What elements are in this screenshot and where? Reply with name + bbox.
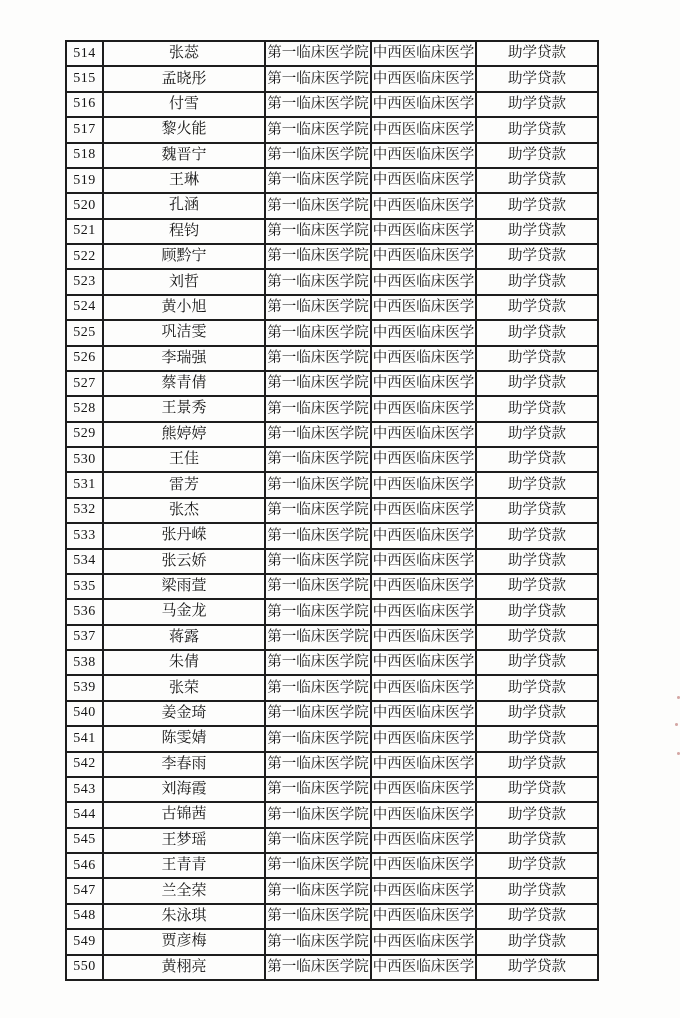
college-cell: 第一临床医学院 [265, 675, 371, 700]
college-cell: 第一临床医学院 [265, 143, 371, 168]
major-cell: 中西医临床医学 [371, 574, 476, 599]
college-cell: 第一临床医学院 [265, 66, 371, 91]
major-cell: 中西医临床医学 [371, 904, 476, 929]
student-name-cell: 付雪 [103, 92, 265, 117]
table-row [66, 878, 598, 903]
major-cell: 中西医临床医学 [371, 295, 476, 320]
table-row [66, 269, 598, 294]
table-row [66, 955, 598, 981]
student-name-cell: 朱倩 [103, 650, 265, 675]
table-row [66, 574, 598, 599]
row-number-cell: 521 [66, 219, 103, 244]
student-name-cell: 孟晓彤 [103, 66, 265, 91]
row-number-cell: 527 [66, 371, 103, 396]
table-row [66, 371, 598, 396]
student-roster-table [65, 40, 599, 981]
student-name-cell: 王景秀 [103, 396, 265, 421]
student-name-cell: 李春雨 [103, 752, 265, 777]
table-row [66, 599, 598, 624]
college-cell: 第一临床医学院 [265, 625, 371, 650]
student-name-cell: 孔涵 [103, 193, 265, 218]
funding-type-cell: 助学贷款 [476, 904, 598, 929]
college-cell: 第一临床医学院 [265, 320, 371, 345]
row-number-cell: 534 [66, 549, 103, 574]
row-number-cell: 542 [66, 752, 103, 777]
college-cell: 第一临床医学院 [265, 498, 371, 523]
student-name-cell: 巩洁雯 [103, 320, 265, 345]
funding-type-cell: 助学贷款 [476, 320, 598, 345]
major-cell: 中西医临床医学 [371, 929, 476, 954]
major-cell: 中西医临床医学 [371, 472, 476, 497]
college-cell: 第一临床医学院 [265, 574, 371, 599]
row-number-cell: 529 [66, 422, 103, 447]
college-cell: 第一临床医学院 [265, 92, 371, 117]
funding-type-cell: 助学贷款 [476, 574, 598, 599]
student-name-cell: 王琳 [103, 168, 265, 193]
college-cell: 第一临床医学院 [265, 802, 371, 827]
college-cell: 第一临床医学院 [265, 929, 371, 954]
row-number-cell: 526 [66, 346, 103, 371]
funding-type-cell: 助学贷款 [476, 447, 598, 472]
college-cell: 第一临床医学院 [265, 295, 371, 320]
table-row [66, 802, 598, 827]
college-cell: 第一临床医学院 [265, 549, 371, 574]
table-row [66, 472, 598, 497]
funding-type-cell: 助学贷款 [476, 346, 598, 371]
table-row [66, 523, 598, 548]
funding-type-cell: 助学贷款 [476, 752, 598, 777]
student-name-cell: 朱泳琪 [103, 904, 265, 929]
student-name-cell: 张云娇 [103, 549, 265, 574]
student-name-cell: 王佳 [103, 447, 265, 472]
college-cell: 第一临床医学院 [265, 168, 371, 193]
table-row [66, 828, 598, 853]
major-cell: 中西医临床医学 [371, 549, 476, 574]
student-name-cell: 程钧 [103, 219, 265, 244]
funding-type-cell: 助学贷款 [476, 92, 598, 117]
college-cell: 第一临床医学院 [265, 523, 371, 548]
college-cell: 第一临床医学院 [265, 371, 371, 396]
major-cell: 中西医临床医学 [371, 752, 476, 777]
funding-type-cell: 助学贷款 [476, 802, 598, 827]
major-cell: 中西医临床医学 [371, 853, 476, 878]
college-cell: 第一临床医学院 [265, 726, 371, 751]
major-cell: 中西医临床医学 [371, 117, 476, 142]
student-name-cell: 蒋露 [103, 625, 265, 650]
table-row [66, 549, 598, 574]
table-row [66, 675, 598, 700]
college-cell: 第一临床医学院 [265, 447, 371, 472]
row-number-cell: 525 [66, 320, 103, 345]
funding-type-cell: 助学贷款 [476, 269, 598, 294]
college-cell: 第一临床医学院 [265, 269, 371, 294]
funding-type-cell: 助学贷款 [476, 143, 598, 168]
student-name-cell: 王梦瑶 [103, 828, 265, 853]
student-name-cell: 熊婷婷 [103, 422, 265, 447]
funding-type-cell: 助学贷款 [476, 878, 598, 903]
table-row [66, 168, 598, 193]
row-number-cell: 550 [66, 955, 103, 981]
funding-type-cell: 助学贷款 [476, 650, 598, 675]
table-row [66, 117, 598, 142]
row-number-cell: 516 [66, 92, 103, 117]
row-number-cell: 532 [66, 498, 103, 523]
major-cell: 中西医临床医学 [371, 625, 476, 650]
funding-type-cell: 助学贷款 [476, 422, 598, 447]
table-row [66, 66, 598, 91]
student-name-cell: 黄栩亮 [103, 955, 265, 981]
table-row [66, 929, 598, 954]
student-name-cell: 刘哲 [103, 269, 265, 294]
college-cell: 第一临床医学院 [265, 193, 371, 218]
row-number-cell: 533 [66, 523, 103, 548]
row-number-cell: 543 [66, 777, 103, 802]
student-name-cell: 黄小旭 [103, 295, 265, 320]
row-number-cell: 530 [66, 447, 103, 472]
table-row [66, 625, 598, 650]
college-cell: 第一临床医学院 [265, 828, 371, 853]
student-name-cell: 魏晋宁 [103, 143, 265, 168]
major-cell: 中西医临床医学 [371, 244, 476, 269]
funding-type-cell: 助学贷款 [476, 472, 598, 497]
major-cell: 中西医临床医学 [371, 396, 476, 421]
funding-type-cell: 助学贷款 [476, 117, 598, 142]
major-cell: 中西医临床医学 [371, 92, 476, 117]
college-cell: 第一临床医学院 [265, 752, 371, 777]
table-row [66, 726, 598, 751]
table-row [66, 295, 598, 320]
row-number-cell: 538 [66, 650, 103, 675]
funding-type-cell: 助学贷款 [476, 675, 598, 700]
row-number-cell: 518 [66, 143, 103, 168]
student-name-cell: 顾黔宁 [103, 244, 265, 269]
student-name-cell: 贾彦梅 [103, 929, 265, 954]
college-cell: 第一临床医学院 [265, 777, 371, 802]
student-name-cell: 王青青 [103, 853, 265, 878]
row-number-cell: 535 [66, 574, 103, 599]
student-name-cell: 兰全荣 [103, 878, 265, 903]
major-cell: 中西医临床医学 [371, 168, 476, 193]
table-row [66, 701, 598, 726]
table-row [66, 41, 598, 66]
college-cell: 第一临床医学院 [265, 955, 371, 981]
table-row [66, 422, 598, 447]
major-cell: 中西医临床医学 [371, 320, 476, 345]
major-cell: 中西医临床医学 [371, 777, 476, 802]
major-cell: 中西医临床医学 [371, 955, 476, 981]
funding-type-cell: 助学贷款 [476, 549, 598, 574]
major-cell: 中西医临床医学 [371, 726, 476, 751]
college-cell: 第一临床医学院 [265, 41, 371, 66]
student-name-cell: 张杰 [103, 498, 265, 523]
major-cell: 中西医临床医学 [371, 41, 476, 66]
table-row [66, 853, 598, 878]
row-number-cell: 517 [66, 117, 103, 142]
funding-type-cell: 助学贷款 [476, 219, 598, 244]
row-number-cell: 519 [66, 168, 103, 193]
row-number-cell: 515 [66, 66, 103, 91]
row-number-cell: 546 [66, 853, 103, 878]
table-row [66, 498, 598, 523]
funding-type-cell: 助学贷款 [476, 295, 598, 320]
major-cell: 中西医临床医学 [371, 828, 476, 853]
major-cell: 中西医临床医学 [371, 650, 476, 675]
funding-type-cell: 助学贷款 [476, 625, 598, 650]
major-cell: 中西医临床医学 [371, 498, 476, 523]
major-cell: 中西医临床医学 [371, 802, 476, 827]
student-name-cell: 马金龙 [103, 599, 265, 624]
row-number-cell: 549 [66, 929, 103, 954]
row-number-cell: 541 [66, 726, 103, 751]
table-row [66, 92, 598, 117]
college-cell: 第一临床医学院 [265, 117, 371, 142]
table-row [66, 396, 598, 421]
college-cell: 第一临床医学院 [265, 853, 371, 878]
row-number-cell: 520 [66, 193, 103, 218]
row-number-cell: 522 [66, 244, 103, 269]
student-name-cell: 刘海霞 [103, 777, 265, 802]
major-cell: 中西医临床医学 [371, 675, 476, 700]
student-name-cell: 张蕊 [103, 41, 265, 66]
college-cell: 第一临床医学院 [265, 244, 371, 269]
funding-type-cell: 助学贷款 [476, 523, 598, 548]
table-row [66, 320, 598, 345]
table-row [66, 752, 598, 777]
major-cell: 中西医临床医学 [371, 422, 476, 447]
row-number-cell: 547 [66, 878, 103, 903]
college-cell: 第一临床医学院 [265, 701, 371, 726]
funding-type-cell: 助学贷款 [476, 371, 598, 396]
table-row [66, 346, 598, 371]
college-cell: 第一临床医学院 [265, 904, 371, 929]
student-table-body [66, 41, 598, 980]
row-number-cell: 537 [66, 625, 103, 650]
student-name-cell: 李瑞强 [103, 346, 265, 371]
student-name-cell: 雷芳 [103, 472, 265, 497]
table-row [66, 219, 598, 244]
student-name-cell: 古锦茜 [103, 802, 265, 827]
table-row [66, 777, 598, 802]
major-cell: 中西医临床医学 [371, 599, 476, 624]
college-cell: 第一临床医学院 [265, 472, 371, 497]
major-cell: 中西医临床医学 [371, 143, 476, 168]
major-cell: 中西医临床医学 [371, 878, 476, 903]
college-cell: 第一临床医学院 [265, 650, 371, 675]
funding-type-cell: 助学贷款 [476, 828, 598, 853]
row-number-cell: 528 [66, 396, 103, 421]
major-cell: 中西医临床医学 [371, 219, 476, 244]
major-cell: 中西医临床医学 [371, 66, 476, 91]
funding-type-cell: 助学贷款 [476, 168, 598, 193]
funding-type-cell: 助学贷款 [476, 955, 598, 981]
major-cell: 中西医临床医学 [371, 269, 476, 294]
student-name-cell: 梁雨萱 [103, 574, 265, 599]
row-number-cell: 523 [66, 269, 103, 294]
table-row [66, 193, 598, 218]
table-row [66, 244, 598, 269]
funding-type-cell: 助学贷款 [476, 66, 598, 91]
college-cell: 第一临床医学院 [265, 599, 371, 624]
row-number-cell: 540 [66, 701, 103, 726]
scan-speck [675, 723, 678, 726]
table-row [66, 447, 598, 472]
row-number-cell: 548 [66, 904, 103, 929]
table-row [66, 904, 598, 929]
college-cell: 第一临床医学院 [265, 219, 371, 244]
college-cell: 第一临床医学院 [265, 878, 371, 903]
major-cell: 中西医临床医学 [371, 346, 476, 371]
student-name-cell: 张丹嵘 [103, 523, 265, 548]
major-cell: 中西医临床医学 [371, 193, 476, 218]
funding-type-cell: 助学贷款 [476, 41, 598, 66]
funding-type-cell: 助学贷款 [476, 193, 598, 218]
student-name-cell: 张荣 [103, 675, 265, 700]
funding-type-cell: 助学贷款 [476, 929, 598, 954]
funding-type-cell: 助学贷款 [476, 244, 598, 269]
funding-type-cell: 助学贷款 [476, 498, 598, 523]
table-row [66, 650, 598, 675]
table-row [66, 143, 598, 168]
funding-type-cell: 助学贷款 [476, 599, 598, 624]
student-name-cell: 姜金琦 [103, 701, 265, 726]
student-name-cell: 陈雯婧 [103, 726, 265, 751]
row-number-cell: 539 [66, 675, 103, 700]
row-number-cell: 531 [66, 472, 103, 497]
funding-type-cell: 助学贷款 [476, 701, 598, 726]
funding-type-cell: 助学贷款 [476, 853, 598, 878]
college-cell: 第一临床医学院 [265, 346, 371, 371]
funding-type-cell: 助学贷款 [476, 726, 598, 751]
college-cell: 第一临床医学院 [265, 396, 371, 421]
student-name-cell: 蔡青倩 [103, 371, 265, 396]
row-number-cell: 524 [66, 295, 103, 320]
major-cell: 中西医临床医学 [371, 523, 476, 548]
row-number-cell: 544 [66, 802, 103, 827]
funding-type-cell: 助学贷款 [476, 396, 598, 421]
major-cell: 中西医临床医学 [371, 447, 476, 472]
row-number-cell: 545 [66, 828, 103, 853]
student-name-cell: 黎火能 [103, 117, 265, 142]
row-number-cell: 536 [66, 599, 103, 624]
college-cell: 第一临床医学院 [265, 422, 371, 447]
funding-type-cell: 助学贷款 [476, 777, 598, 802]
major-cell: 中西医临床医学 [371, 371, 476, 396]
major-cell: 中西医临床医学 [371, 701, 476, 726]
row-number-cell: 514 [66, 41, 103, 66]
